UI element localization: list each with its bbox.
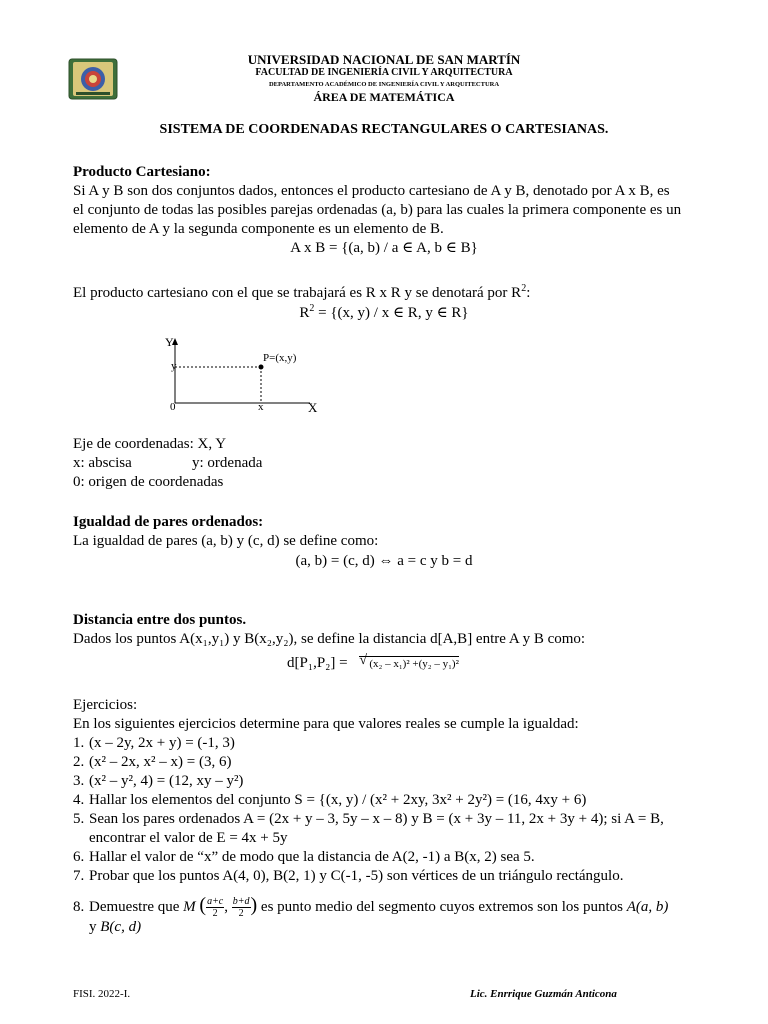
item-text: Hallar el valor de “x” de modo que la distancia de A(2, -1) a B(x, 2) sea 5. — [89, 849, 535, 865]
item8-m: M — [183, 899, 196, 915]
ejercicios-list — [73, 734, 664, 886]
list-item — [73, 772, 664, 791]
item-text: (x² – 2x, x² – x) = (3, 6) — [89, 754, 232, 770]
item-number: 8. — [73, 899, 85, 915]
footer-left: FISI. 2022-I. — [73, 988, 131, 1000]
ejes-line1: Eje de coordenadas: X, Y — [73, 436, 227, 452]
item-number: 1. — [73, 735, 85, 751]
distancia-formula-lhs: d[P₁,P₂] = — [287, 655, 348, 671]
producto-line3: elemento de A y la segunda componente es un elemento de B. — [73, 221, 444, 237]
y-tick-label: y — [171, 360, 177, 372]
item8-point-b: B(c, d) — [100, 919, 142, 935]
sqrt-expression — [359, 653, 459, 671]
list-item — [73, 810, 664, 829]
r2-formula-set: = {(x, y) / x ∈ R, y ∈ R} — [314, 305, 469, 321]
coordinate-diagram — [160, 335, 330, 420]
faculty-name: FACULTAD DE INGENIERÍA CIVIL Y ARQUITECTURA — [255, 67, 513, 78]
page-title: SISTEMA DE COORDENADAS RECTANGULARES O CARTESIANAS. — [159, 122, 609, 137]
list-item — [73, 734, 664, 753]
distancia-intro: Dados los puntos A(x₁,y₁) y B(x₂,y₂), se define la distancia d[A,B] entre A y B como: — [73, 631, 586, 647]
x-tick-label: x — [258, 401, 264, 413]
list-item — [73, 848, 664, 867]
igualdad-heading: Igualdad de pares ordenados: — [73, 514, 264, 530]
list-item-8 — [73, 893, 668, 919]
point-label: P=(x,y) — [263, 352, 297, 364]
origin-label: 0 — [170, 401, 176, 413]
r2-formula — [0, 299, 768, 323]
item-text: Hallar los elementos del conjunto S = {(x, y) / (x² + 2xy, 3x² + 2y²) = (16, 4xy + 6) — [89, 792, 587, 808]
item-number: 6. — [73, 849, 85, 865]
close-paren: ) — [250, 894, 258, 916]
list-item — [73, 829, 664, 848]
producto-formula: A x B = {(a, b) / a ∈ A, b ∈ B} — [290, 240, 478, 256]
abscisa-label: x: abscisa — [73, 455, 132, 471]
list-item — [73, 753, 664, 772]
fraction-2-numerator: b+d — [232, 896, 250, 908]
item-text: Sean los pares ordenados A = (2x + y – 3, 5y – x – 8) y B = (x + 3y – 11, 2x + 3y + 4); si A = B, — [89, 811, 664, 827]
r2-formula-sup: 2 — [309, 303, 315, 314]
fraction-2 — [232, 896, 251, 919]
fraction-1-denominator: 2 — [212, 908, 218, 920]
x-axis-label: X — [308, 400, 318, 415]
sqrt-symbol: √ — [359, 653, 368, 668]
r2-formula-r: R — [299, 305, 310, 321]
item8-line2-pre: y — [89, 919, 101, 935]
ejercicios-heading: Ejercicios: — [73, 697, 138, 713]
y-axis-label: Y — [165, 335, 174, 349]
item-number: 5. — [73, 811, 85, 827]
department-name: DEPARTAMENTO ACADÉMICO DE INGENIERÍA CIVIL Y ARQUITECTURA — [268, 81, 500, 88]
item8-mid: es punto medio del segmento cuyos extremos son los puntos — [257, 899, 627, 915]
item-text: encontrar el valor de E = 4x + 5y — [89, 830, 288, 846]
ejes-line3: 0: origen de coordenadas — [73, 474, 224, 490]
footer-right: Lic. Enrrique Guzmán Anticona — [470, 988, 617, 1000]
item-number: 3. — [73, 773, 85, 789]
distancia-heading: Distancia entre dos puntos. — [73, 612, 247, 628]
item8-point-a: A(a, b) — [626, 899, 669, 915]
ordenada-label: y: ordenada — [192, 455, 263, 471]
r2-intro-sup: 2 — [521, 283, 527, 294]
r2-intro-text: El producto cartesiano con el que se trabajará es R x R y se denotará por R — [73, 285, 522, 301]
fraction-1-numerator: a+c — [207, 896, 224, 908]
list-item-8-line2 — [89, 918, 141, 937]
list-item — [73, 791, 664, 810]
producto-line1: Si A y B son dos conjuntos dados, entonces el producto cartesiano de A y B, denotado por A x B, es — [73, 183, 670, 199]
producto-line2: el conjunto de todas las posibles parejas ordenadas (a, b) para las cuales la primera componente es un — [73, 202, 682, 218]
item-text: (x² – y², 4) = (12, xy – y²) — [89, 773, 244, 789]
comma: , — [224, 899, 232, 915]
igualdad-line1: La igualdad de pares (a, b) y (c, d) se define como: — [73, 533, 379, 549]
item-number: 7. — [73, 868, 85, 884]
point-p — [259, 365, 264, 370]
item-text: Probar que los puntos A(4, 0), B(2, 1) y C(-1, -5) son vértices de un triángulo rectángulo. — [89, 868, 624, 884]
university-name: UNIVERSIDAD NACIONAL DE SAN MARTÍN — [247, 52, 521, 67]
distancia-formula — [287, 654, 459, 673]
r2-intro-colon: : — [526, 285, 531, 301]
list-item — [73, 867, 664, 886]
igualdad-formula: (a, b) = (c, d) ⇔ a = c y b = d — [295, 553, 473, 569]
producto-heading: Producto Cartesiano: — [73, 164, 211, 180]
fraction-1 — [206, 896, 224, 919]
item-text: (x – 2y, 2x + y) = (-1, 3) — [89, 735, 235, 751]
open-paren: ( — [199, 894, 207, 916]
item-number: 2. — [73, 754, 85, 770]
sqrt-radicand: (x₂ – x₁)² +(y₂ – y₁)² — [369, 658, 459, 670]
area-name: ÁREA DE MATEMÁTICA — [313, 90, 455, 104]
item8-pre: Demuestre que — [89, 899, 184, 915]
fraction-2-denominator: 2 — [238, 908, 244, 920]
item-number: 4. — [73, 792, 85, 808]
ejercicios-intro: En los siguientes ejercicios determine para que valores reales se cumple la igualdad: — [73, 716, 579, 732]
